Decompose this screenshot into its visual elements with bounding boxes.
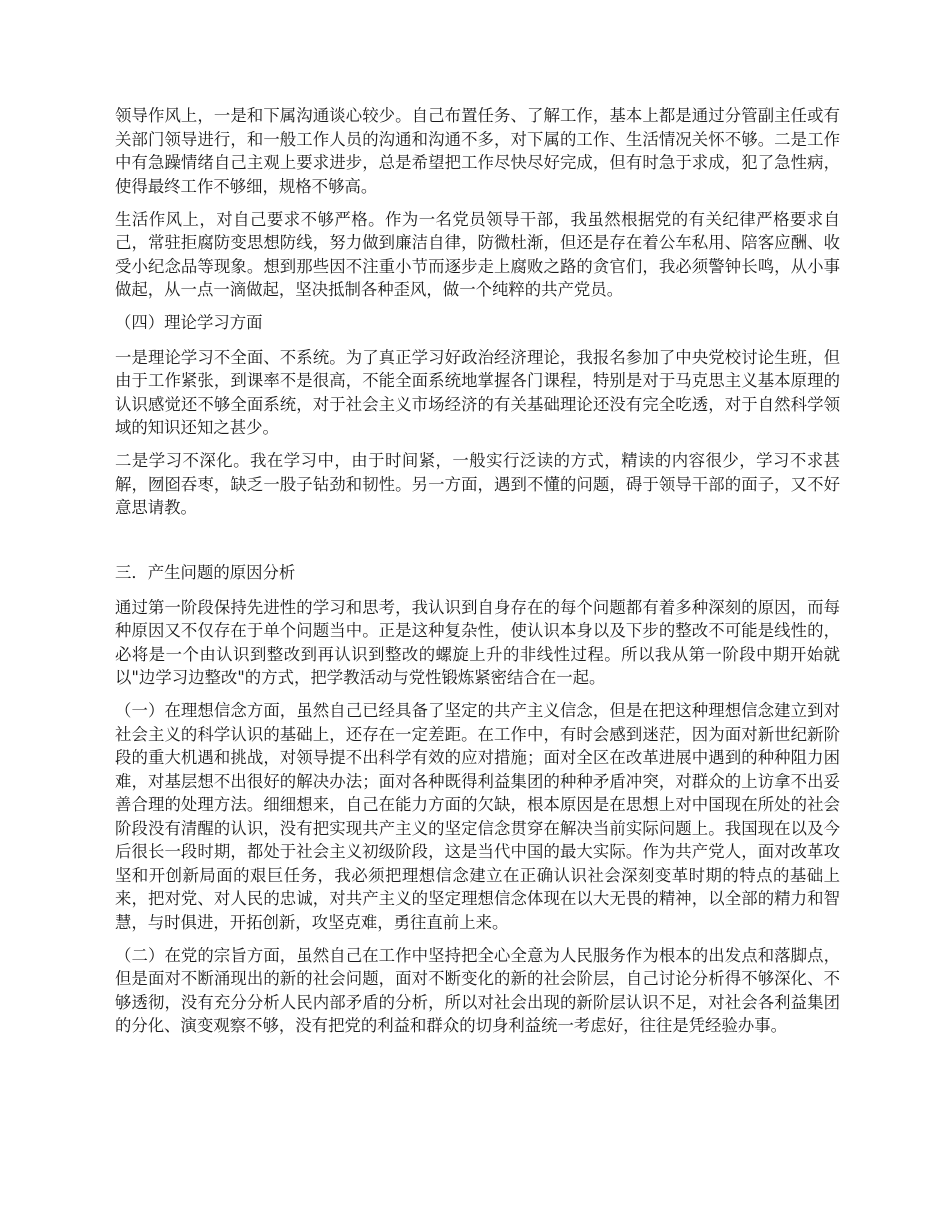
heading-theory-study: （四）理论学习方面 [115,313,263,332]
document-page [115,104,840,1047]
paragraph-life-style: 生活作风上，对自己要求不够严格。作为一名党员领导干部，我虽然根据党的有关纪律严格要求自己，常驻拒腐防变思想防线，努力做到廉洁自律，防微杜渐，但还是存在着公车私用、陪客应酬、收受小纪念品等现象。想到那些因不注重小节而逐步走上腐败之路的贪官们，我必须警钟长鸣，从小事做起，从一点一滴做起，坚决抵制各种歪风，做一个纯粹的共产党员。 [115,209,840,299]
paragraph-ideal-belief: （一）在理想信念方面，虽然自己已经具备了坚定的共产主义信念，但是在把这种理想信念建立到对社会主义的科学认识的基础上，还存在一定差距。在工作中，有时会感到迷茫，因为面对新世纪新阶段的重大机遇和挑战，对领导提不出科学有效的应对措施；面对全区在改革进展中遇到的种种阻力困难，对基层想不出很好的解决办法；面对各种既得利益集团的种种矛盾冲突，对群众的上访拿不出妥善合理的处理方法。细细想来，自己在能力方面的欠缺，根本原因是在思想上对中国现在所处的社会阶段没有清醒的认识，没有把实现共产主义的坚定信念贯穿在解决当前实际问题上。我国现在以及今后很长一段时期，都处于社会主义初级阶段，这是当代中国的最大实际。作为共产党人，面对改革攻坚和开创新局面的艰巨任务，我必须把理想信念建立在正确认识社会深刻变革时期的特点的基础上来，把对党、对人民的忠诚，对共产主义的坚定理想信念体现在以大无畏的精神，以全部的精力和智慧，与时俱进，开拓创新，攻坚克难，勇往直前上来。 [115,701,840,932]
paragraph-leadership-style: 领导作风上，一是和下属沟通谈心较少。自己布置任务、了解工作，基本上都是通过分管副主任或有关部门领导进行，和一般工作人员的沟通和沟通不多，对下属的工作、生活情况关怀不够。二是工作中有急躁情绪自己主观上要求进步，总是希望把工作尽快尽好完成，但有时急于求成，犯了急性病，使得最终工作不够细，规格不够高。 [115,106,840,196]
paragraph-party-purpose: （二）在党的宗旨方面，虽然自己在工作中坚持把全心全意为人民服务作为根本的出发点和落脚点，但是面对不断涌现出的新的社会问题，面对不断变化的新的社会阶层，自己讨论分析得不够深化、不够透彻，没有充分分析人民内部矛盾的分析，所以对社会出现的新阶层认识不足，对社会各利益集团的分化、演变观察不够，没有把党的利益和群众的切身利益统一考虑好，往往是凭经验办事。 [115,945,840,1035]
paragraph-theory-shallow: 二是学习不深化。我在学习中，由于时间紧，一般实行泛读的方式，精读的内容很少，学习不求甚解，囫囵吞枣，缺乏一股子钻劲和韧性。另一方面，遇到不懂的问题，碍于领导干部的面子，又不好意思请教。 [115,451,840,517]
paragraph-theory-incomplete: 一是理论学习不全面、不系统。为了真正学习好政治经济理论，我报名参加了中央党校讨论生班，但由于工作紧张，到课率不是很高，不能全面系统地掌握各门课程，特别是对于马克思主义基本原理的认识感觉还不够全面系统，对于社会主义市场经济的有关基础理论还没有完全吃透，对于自然科学领域的知识还知之甚少。 [115,347,840,437]
heading-cause-analysis: 三．产生问题的原因分析 [115,563,296,582]
paragraph-cause-intro: 通过第一阶段保持先进性的学习和思考，我认识到自身存在的每个问题都有着多种深刻的原因，而每种原因又不仅存在于单个问题当中。正是这种复杂性，使认识本身以及下步的整改不可能是线性的，必将是一个由认识到整改到再认识到整改的螺旋上升的非线性过程。所以我从第一阶段中期开始就以"边学习边整改"的方式，把学教活动与党性锻炼紧密结合在一起。 [115,597,840,687]
section-spacer [115,529,840,561]
